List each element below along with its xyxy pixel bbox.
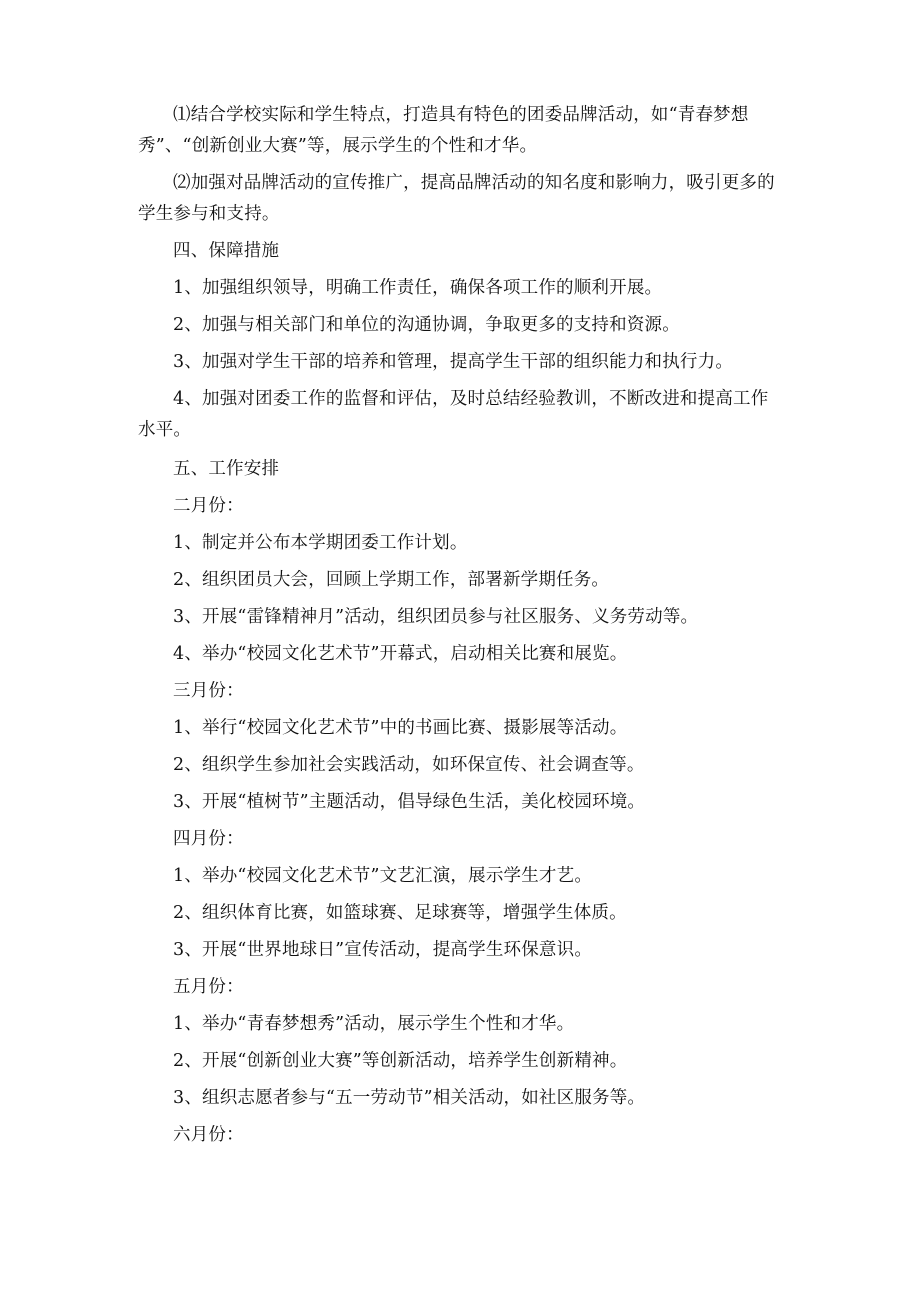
paragraph-brand-activities-2: ⑵加强对品牌活动的宣传推广，提高品牌活动的知名度和影响力，吸引更多的学生参与和支持。 xyxy=(138,173,775,224)
section-heading-safeguards: 四、保障措施 xyxy=(173,241,280,261)
month-heading-april: 四月份： xyxy=(173,829,244,849)
section-heading-work-schedule: 五、工作安排 xyxy=(173,459,280,479)
list-item-safeguard-2: 2、加强与相关部门和单位的沟通协调，争取更多的支持和资源。 xyxy=(173,315,680,335)
list-item-safeguard-4: 4、加强对团委工作的监督和评估，及时总结经验教训，不断改进和提高工作水平。 xyxy=(138,389,769,440)
list-item-february-1: 1、制定并公布本学期团委工作计划。 xyxy=(173,533,468,553)
list-item-february-3: 3、开展“雷锋精神月”活动，组织团员参与社区服务、义务劳动等。 xyxy=(173,607,699,627)
list-item-march-3: 3、开展“植树节”主题活动，倡导绿色生活，美化校园环境。 xyxy=(173,792,646,812)
list-item-may-2: 2、开展“创新创业大赛”等创新活动，培养学生创新精神。 xyxy=(173,1051,628,1071)
document-body xyxy=(138,100,783,1151)
list-item-february-2: 2、组织团员大会，回顾上学期工作，部署新学期任务。 xyxy=(173,570,610,590)
list-item-march-2: 2、组织学生参加社会实践活动，如环保宣传、社会调查等。 xyxy=(173,755,645,775)
paragraph-brand-activities-1: ⑴结合学校实际和学生特点，打造具有特色的团委品牌活动，如“青春梦想秀”、“创新创业大赛”等，展示学生的个性和才华。 xyxy=(138,105,749,156)
list-item-march-1: 1、举行“校园文化艺术节”中的书画比赛、摄影展等活动。 xyxy=(173,718,628,738)
month-heading-may: 五月份： xyxy=(173,977,244,997)
list-item-february-4: 4、举办“校园文化艺术节”开幕式，启动相关比赛和展览。 xyxy=(173,644,628,664)
list-item-safeguard-3: 3、加强对学生干部的培养和管理，提高学生干部的组织能力和执行力。 xyxy=(173,352,734,372)
list-item-april-1: 1、举办“校园文化艺术节”文艺汇演，展示学生才艺。 xyxy=(173,866,593,886)
list-item-april-3: 3、开展“世界地球日”宣传活动，提高学生环保意识。 xyxy=(173,940,593,960)
list-item-may-3: 3、组织志愿者参与“五一劳动节”相关活动，如社区服务等。 xyxy=(173,1088,646,1108)
list-item-may-1: 1、举办“青春梦想秀”活动，展示学生个性和才华。 xyxy=(173,1014,575,1034)
month-heading-june: 六月份： xyxy=(173,1125,244,1145)
month-heading-february: 二月份： xyxy=(173,496,244,516)
list-item-safeguard-1: 1、加强组织领导，明确工作责任，确保各项工作的顺利开展。 xyxy=(173,278,663,298)
list-item-april-2: 2、组织体育比赛，如篮球赛、足球赛等，增强学生体质。 xyxy=(173,903,627,923)
month-heading-march: 三月份： xyxy=(173,681,244,701)
